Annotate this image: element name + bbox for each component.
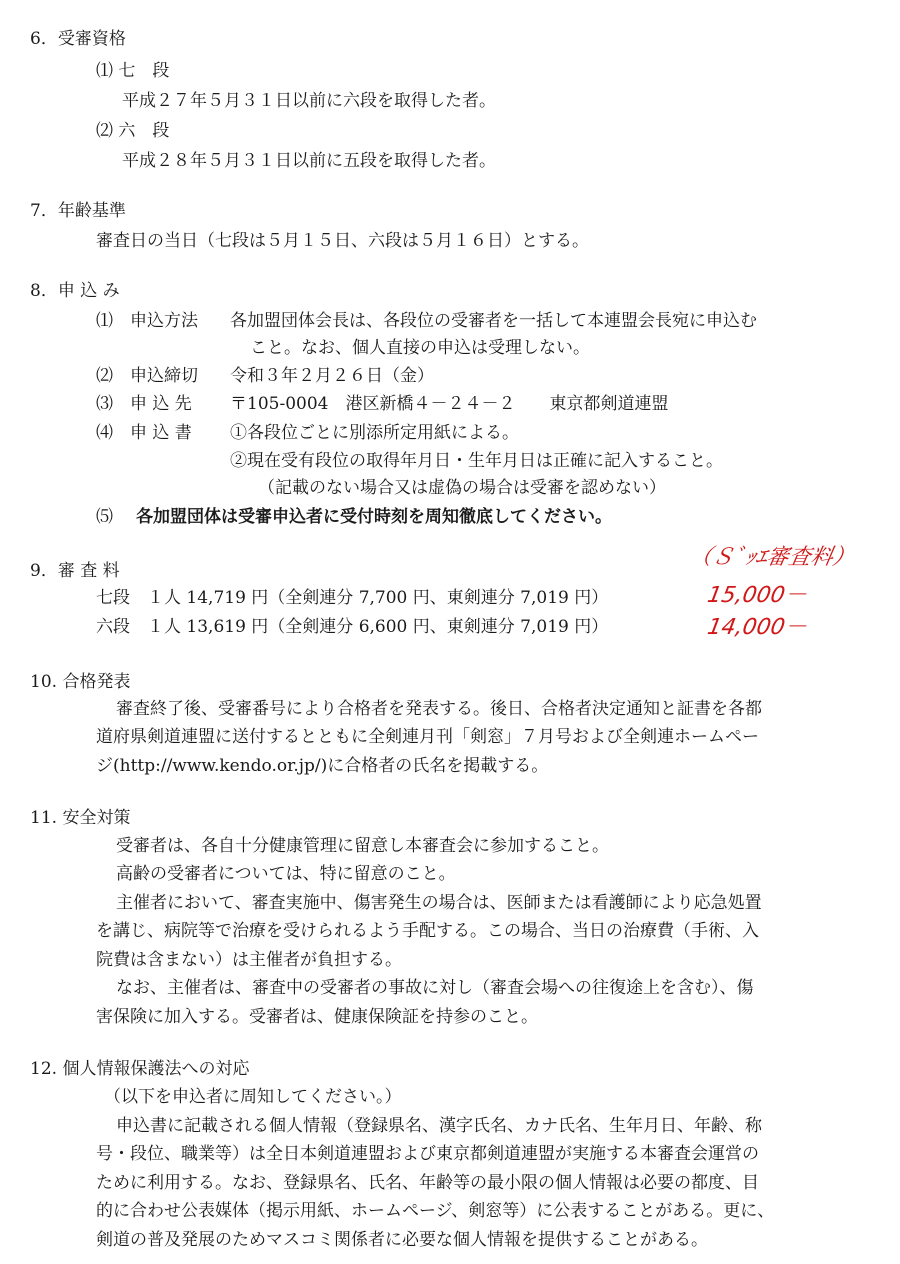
section-8-item-2-label: ⑵ 申込締切 — [96, 366, 198, 386]
section-7-title: 7．年齢基準 — [30, 201, 126, 221]
section-8-item-3-text: 〒105-0004 港区新橋４－２４－２ 東京都剣道連盟 — [230, 394, 669, 414]
section-8-item-2-text: 令和３年２月２６日（金） — [230, 366, 434, 386]
section-12-line-3: 号・段位、職業等）は全日本剣道連盟および東京都剣道連盟が実施する本審査会運営の — [96, 1144, 759, 1164]
section-12-line-2: 申込書に記載される個人情報（登録県名、漢字氏名、カナ氏名、生年月日、年齢、称 — [116, 1116, 762, 1136]
section-8-item-1-text-b: こと。なお、個人直接の申込は受理しない。 — [250, 338, 590, 358]
section-8-item-1-label: ⑴ 申込方法 — [96, 311, 198, 331]
section-9-row-2: 六段 １人 13,619 円（全剣連分 6,600 円、東剣連分 7,019 円） — [96, 617, 609, 637]
section-11-line-4: を講じ、病院等で治療を受けられるよう手配する。この場合、当日の治療費（手術、入 — [96, 921, 759, 941]
section-8-item-5-label: ⑸ — [96, 507, 113, 527]
section-9-row-1: 七段 １人 14,719 円（全剣連分 7,700 円、東剣連分 7,019 円） — [96, 588, 609, 608]
section-11-line-7: 害保険に加入する。受審者は、健康保険証を持参のこと。 — [96, 1007, 538, 1027]
section-8-item-4-label: ⑷ 申 込 書 — [96, 423, 192, 443]
section-6-title: 6．受審資格 — [30, 29, 126, 49]
section-11-line-1: 受審者は、各自十分健康管理に留意し本審査会に参加すること。 — [116, 836, 609, 856]
section-12-line-4: ために利用する。なお、登録県名、氏名、年齢等の最小限の個人情報は必要の都度、目 — [96, 1173, 759, 1193]
section-11-title: 11. 安全対策 — [30, 808, 131, 828]
section-6-item-1-label: ⑴ 七 段 — [96, 61, 170, 81]
section-10-line-1: 審査終了後、受審番号により合格者を発表する。後日、合格者決定通知と証書を各都 — [116, 699, 762, 719]
section-6-item-2-label: ⑵ 六 段 — [96, 121, 170, 141]
section-11-line-3: 主催者において、審査実施中、傷害発生の場合は、医師または看護師により応急処置 — [116, 893, 762, 913]
handwritten-note-amount-2: 14,000－ — [705, 615, 809, 640]
section-12-line-1: （以下を申込者に周知してください。） — [104, 1087, 402, 1107]
handwritten-note-title: （Ｓﾞｯｴ審査料） — [687, 545, 857, 570]
section-12-line-6: 剣道の普及発展のためマスコミ関係者に必要な個人情報を提供することがある。 — [96, 1230, 708, 1250]
section-10-line-3: ジ(http://www.kendo.or.jp/)に合格者の氏名を掲載する。 — [96, 756, 549, 776]
section-10-title: 10. 合格発表 — [30, 672, 131, 692]
section-8-item-5-text: 各加盟団体は受審申込者に受付時刻を周知徹底してください。 — [136, 507, 612, 527]
section-6-item-1-text: 平成２７年５月３１日以前に六段を取得した者。 — [122, 91, 496, 111]
section-12-title: 12. 個人情報保護法への対応 — [30, 1059, 250, 1079]
section-9-title: 9．審 査 料 — [30, 561, 120, 581]
section-8-item-4-text-a: ①各段位ごとに別添所定用紙による。 — [230, 423, 519, 443]
section-8-title: 8．申 込 み — [30, 281, 120, 301]
section-8-item-4-text-c: （記載のない場合又は虚偽の場合は受審を認めない） — [258, 478, 666, 498]
section-8-item-4-text-b: ②現在受有段位の取得年月日・生年月日は正確に記入すること。 — [230, 451, 723, 471]
section-8-item-1-text-a: 各加盟団体会長は、各段位の受審者を一括して本連盟会長宛に申込む — [230, 311, 757, 331]
section-7-text: 審査日の当日（七段は５月１５日、六段は５月１６日）とする。 — [96, 231, 589, 251]
section-8-item-3-label: ⑶ 申 込 先 — [96, 394, 192, 414]
section-6-item-2-text: 平成２８年５月３１日以前に五段を取得した者。 — [122, 151, 496, 171]
handwritten-note-amount-1: 15,000－ — [705, 583, 809, 608]
section-12-line-5: 的に合わせ公表媒体（掲示用紙、ホームページ、剣窓等）に公表することがある。更に、 — [96, 1201, 775, 1221]
section-11-line-2: 高齢の受審者については、特に留意のこと。 — [116, 864, 456, 884]
section-10-line-2: 道府県剣道連盟に送付するとともに全剣連月刊「剣窓」７月号および全剣連ホームペー — [96, 727, 759, 747]
section-11-line-6: なお、主催者は、審査中の受審者の事故に対し（審査会場への往復途上を含む）、傷 — [116, 978, 754, 998]
section-11-line-5: 院費は含まない）は主催者が負担する。 — [96, 950, 402, 970]
